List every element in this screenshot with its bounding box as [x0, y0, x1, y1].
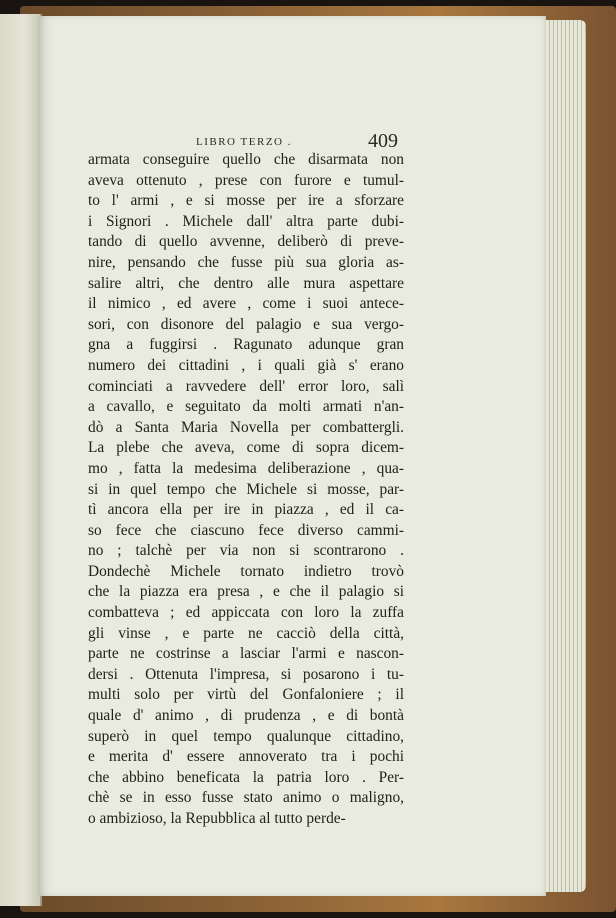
text-line: tì ancora ella per ire in piazza , ed il ca- — [88, 501, 404, 519]
text-line: gna a fuggirsi . Ragunato adunque gran — [88, 336, 404, 354]
text-line: cominciati a ravvedere dell' error loro, salì — [88, 377, 404, 395]
text-line: superò in quel tempo qualunque cittadino, — [88, 727, 404, 745]
text-line: chè se in esso fusse stato animo o maligno, — [88, 789, 404, 807]
text-line: a cavallo, e seguitato da molti armati n'an- — [88, 398, 404, 416]
page-number: 409 — [368, 130, 398, 152]
text-line: che abbino beneficata la patria loro . Per- — [88, 768, 404, 786]
text-line: parte ne costrinse a lasciar l'armi e nascon- — [88, 645, 404, 663]
text-line: Dondechè Michele tornato indietro trovò — [88, 562, 404, 580]
text-line: sori, con disonore del palagio e sua vergo- — [88, 315, 404, 333]
text-line: aveva ottenuto , prese con furore e tumul- — [88, 171, 404, 189]
text-line: tando di quello avvenne, deliberò di preve- — [88, 233, 404, 251]
text-line: che la piazza era presa , e che il palagio si — [88, 583, 404, 601]
text-line: i Signori . Michele dall' altra parte dubi- — [88, 212, 404, 230]
text-line: il nimico , ed avere , come i suoi antece- — [88, 295, 404, 313]
text-line: combatteva ; ed appiccata con loro la zuffa — [88, 604, 404, 622]
text-line: nire, pensando che fusse più sua gloria as- — [88, 253, 404, 271]
text-line: mo , fatta la medesima deliberazione , qua- — [88, 459, 404, 477]
facing-page-edge — [0, 14, 42, 906]
text-line: o ambizioso, la Repubblica al tutto perde- — [88, 810, 346, 827]
text-line: La plebe che aveva, come di sopra dicem- — [88, 439, 404, 457]
text-line: salire altri, che dentro alle mura aspettare — [88, 274, 404, 292]
running-title: LIBRO TERZO . — [196, 136, 292, 148]
running-head — [38, 130, 546, 152]
body-text — [88, 150, 404, 830]
text-line: numero dei cittadini , i quali già s' erano — [88, 356, 404, 374]
text-line: to l' armi , e si mosse per ire a sforzare — [88, 192, 404, 210]
text-line: gli vinse , e parte ne cacciò della città, — [88, 624, 404, 642]
text-line: multi solo per virtù del Gonfaloniere ; il — [88, 686, 404, 704]
text-line: armata conseguire quello che disarmata non — [88, 151, 404, 168]
text-line: si in quel tempo che Michele si mosse, par- — [88, 480, 404, 498]
book-page — [38, 16, 546, 896]
text-line: so fece che ciascuno fece diverso cammi- — [88, 521, 404, 539]
text-line: quale d' animo , di prudenza , e di bontà — [88, 707, 404, 725]
text-line: e merita d' essere annoverato tra i pochi — [88, 748, 404, 766]
text-line: dersi . Ottenuta l'impresa, si posarono i tu- — [88, 665, 404, 683]
text-line: no ; talchè per via non si scontrarono . — [88, 542, 404, 560]
text-line: dò a Santa Maria Novella per combattergli. — [88, 418, 404, 436]
